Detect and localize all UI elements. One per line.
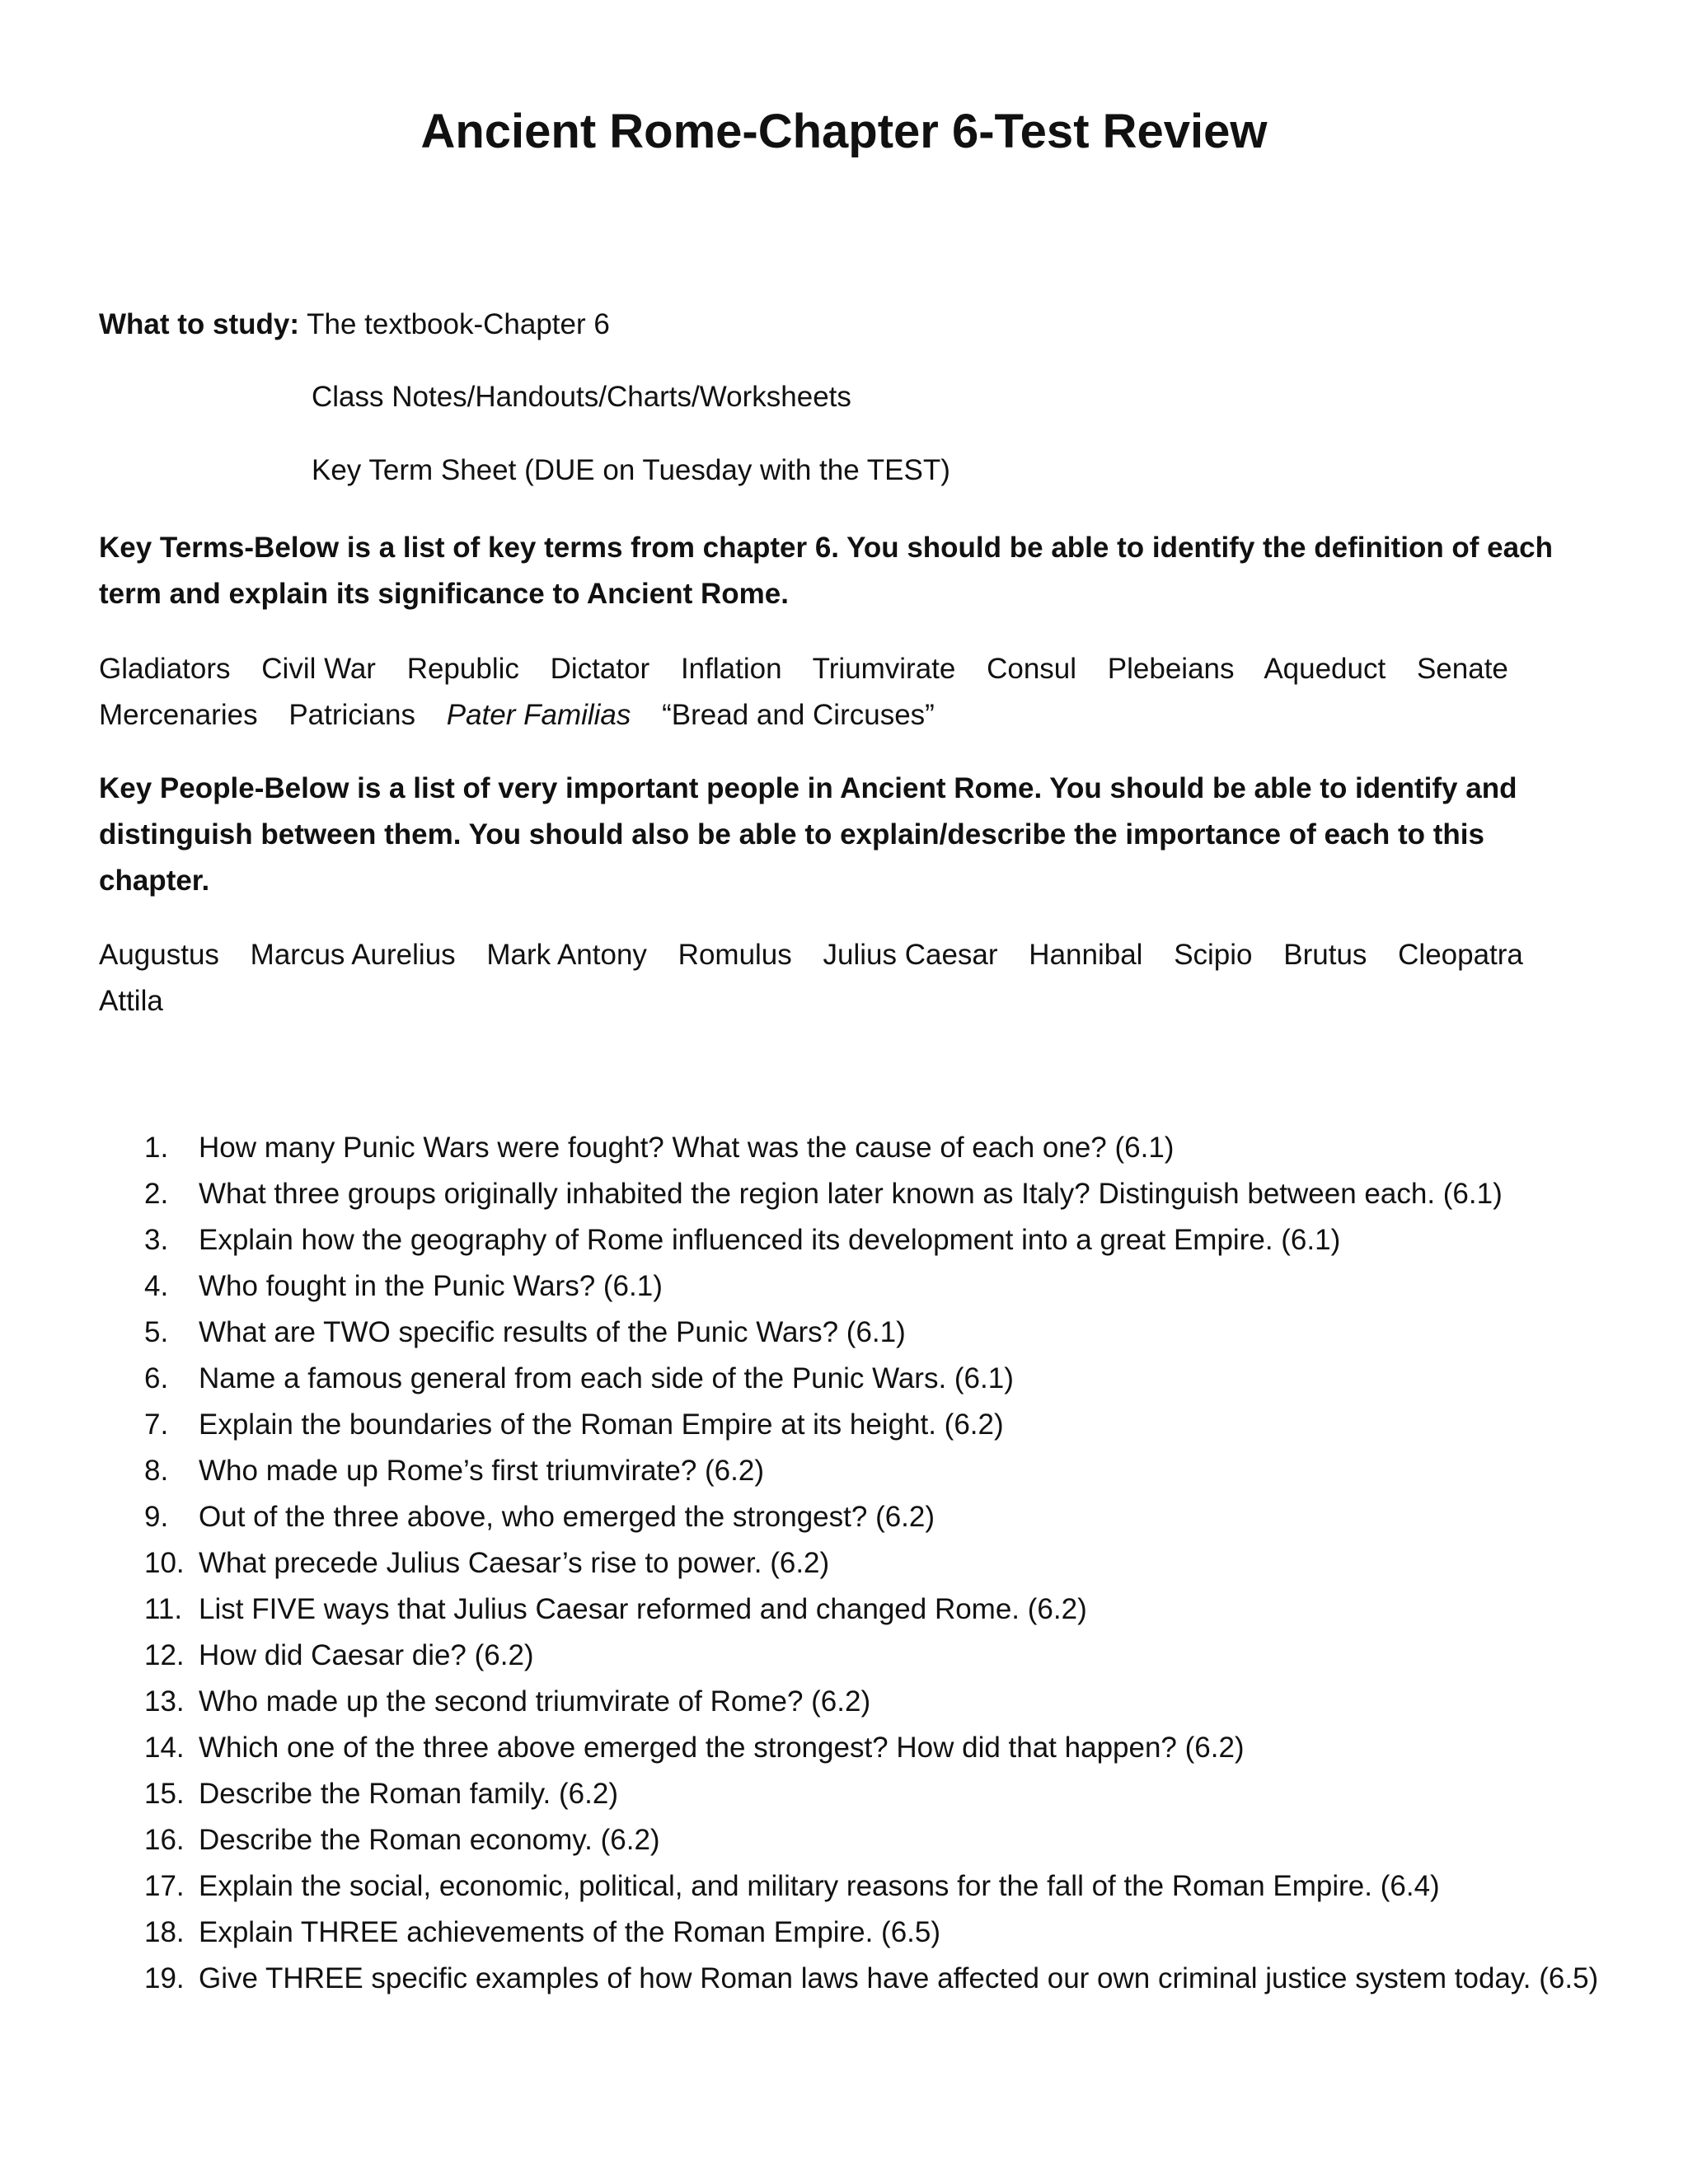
key-person: Hannibal — [1029, 939, 1143, 971]
question-text: How did Caesar die? (6.2) — [199, 1639, 534, 1671]
question-item — [144, 1217, 1603, 1263]
question-text: How many Punic Wars were fought? What was the cause of each one? (6.1) — [199, 1132, 1175, 1164]
question-text: Who fought in the Punic Wars? (6.1) — [199, 1270, 663, 1302]
question-item — [144, 1448, 1603, 1494]
question-item — [144, 1863, 1603, 1910]
question-item — [144, 1494, 1603, 1540]
key-terms-heading: Key Terms-Below is a list of key terms from chapter 6. You should be able to identify the definition of each term and explain its significance to Ancient Rome. — [99, 532, 1553, 610]
question-number: 9. — [144, 1501, 169, 1533]
question-item — [144, 1956, 1603, 2002]
study-item: Key Term Sheet (DUE on Tuesday with the TEST) — [312, 454, 950, 486]
key-term: Consul — [987, 653, 1077, 685]
question-item — [144, 1125, 1603, 1171]
key-term: Mercenaries — [99, 699, 258, 731]
key-term: Triumvirate — [812, 653, 956, 685]
question-number: 10. — [144, 1547, 185, 1579]
question-text: What are TWO specific results of the Punic Wars? (6.1) — [199, 1316, 906, 1348]
question-text: What precede Julius Caesar’s rise to power. (6.2) — [199, 1547, 830, 1579]
question-item — [144, 1817, 1603, 1863]
question-item — [144, 1633, 1603, 1679]
key-person: Julius Caesar — [823, 939, 998, 971]
key-person: Augustus — [99, 939, 219, 971]
key-person: Mark Antony — [486, 939, 647, 971]
question-item — [144, 1263, 1603, 1310]
question-number: 11. — [144, 1593, 183, 1625]
key-term: Dictator — [550, 653, 650, 685]
key-people-heading: Key People-Below is a list of very important people in Ancient Rome. You should be able to identify and distinguish between them. You should also be able to explain/describe the importance of each to this chapter. — [99, 772, 1517, 897]
study-item: The textbook-Chapter 6 — [307, 308, 610, 340]
key-person: Romulus — [678, 939, 792, 971]
key-terms-list — [99, 646, 1591, 738]
key-term: “Bread and Circuses” — [662, 699, 935, 731]
key-term: Aqueduct — [1264, 653, 1386, 685]
question-text: Describe the Roman economy. (6.2) — [199, 1824, 660, 1856]
question-number: 8. — [144, 1455, 169, 1487]
key-person: Marcus Aurelius — [250, 939, 456, 971]
study-section — [99, 307, 610, 343]
question-number: 17. — [144, 1870, 185, 1902]
question-item — [144, 1586, 1603, 1633]
question-text: Explain the boundaries of the Roman Empire at its height. (6.2) — [199, 1408, 1004, 1441]
question-number: 5. — [144, 1316, 169, 1348]
key-term: Gladiators — [99, 653, 231, 685]
question-number: 13. — [144, 1685, 185, 1718]
question-text: Describe the Roman family. (6.2) — [199, 1778, 618, 1810]
question-number: 15. — [144, 1778, 185, 1810]
key-term: Inflation — [680, 653, 782, 685]
question-text: What three groups originally inhabited the region later known as Italy? Distinguish between each. (6.1) — [199, 1178, 1503, 1210]
question-item — [144, 1725, 1603, 1771]
question-text: Explain THREE achievements of the Roman Empire. (6.5) — [199, 1916, 941, 1948]
question-text: Who made up the second triumvirate of Rome? (6.2) — [199, 1685, 871, 1718]
key-person: Brutus — [1283, 939, 1367, 971]
question-number: 6. — [144, 1362, 169, 1394]
page-title: Ancient Rome-Chapter 6-Test Review — [420, 105, 1268, 158]
key-person: Scipio — [1174, 939, 1253, 971]
review-questions-list — [144, 1125, 1603, 2002]
question-text: Give THREE specific examples of how Roman laws have affected our own criminal justice system today. (6.5) — [199, 1962, 1599, 1994]
question-number: 18. — [144, 1916, 185, 1948]
key-term: Plebeians — [1107, 653, 1235, 685]
key-term: Patricians — [288, 699, 415, 731]
question-text: Out of the three above, who emerged the strongest? (6.2) — [199, 1501, 935, 1533]
question-text: Which one of the three above emerged the strongest? How did that happen? (6.2) — [199, 1732, 1245, 1764]
question-item — [144, 1171, 1603, 1217]
question-number: 14. — [144, 1732, 185, 1764]
question-number: 12. — [144, 1639, 185, 1671]
question-text: Who made up Rome’s first triumvirate? (6.2) — [199, 1455, 764, 1487]
key-term: Civil War — [261, 653, 376, 685]
key-people-list — [99, 932, 1591, 1024]
question-number: 7. — [144, 1408, 169, 1441]
question-item — [144, 1402, 1603, 1448]
study-item: Class Notes/Handouts/Charts/Worksheets — [312, 381, 851, 413]
question-item — [144, 1356, 1603, 1402]
study-label: What to study: — [99, 308, 300, 340]
key-term: Pater Familias — [446, 699, 631, 731]
question-number: 19. — [144, 1962, 185, 1994]
key-person: Cleopatra — [1398, 939, 1523, 971]
question-text: Name a famous general from each side of the Punic Wars. (6.1) — [199, 1362, 1014, 1394]
question-item — [144, 1679, 1603, 1725]
question-number: 16. — [144, 1824, 185, 1856]
key-term: Republic — [406, 653, 519, 685]
question-number: 3. — [144, 1224, 169, 1256]
question-item — [144, 1540, 1603, 1586]
question-number: 2. — [144, 1178, 169, 1210]
key-person: Attila — [99, 985, 163, 1017]
question-item — [144, 1771, 1603, 1817]
key-term: Senate — [1416, 653, 1508, 685]
question-number: 4. — [144, 1270, 169, 1302]
question-item — [144, 1910, 1603, 1956]
question-number: 1. — [144, 1132, 169, 1164]
question-text: Explain how the geography of Rome influenced its development into a great Empire. (6.1) — [199, 1224, 1341, 1256]
question-text: List FIVE ways that Julius Caesar reformed and changed Rome. (6.2) — [199, 1593, 1087, 1625]
question-text: Explain the social, economic, political, and military reasons for the fall of the Roman Empire. (6.4) — [199, 1870, 1440, 1902]
question-item — [144, 1310, 1603, 1356]
